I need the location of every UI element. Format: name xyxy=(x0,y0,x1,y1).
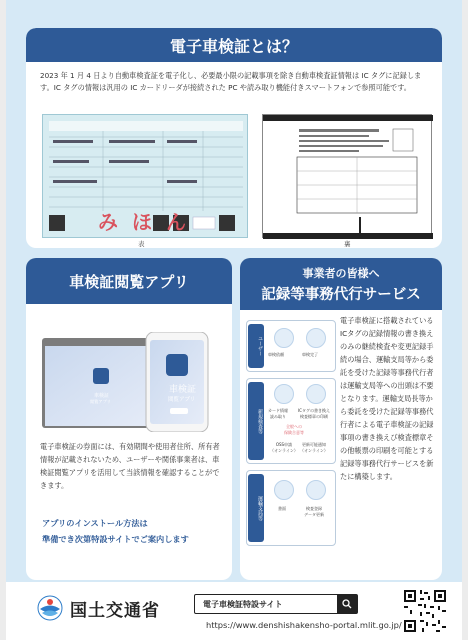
side-label-new: 新規検査等 xyxy=(248,382,264,460)
footer xyxy=(6,582,462,640)
app-name-phone-1: 車検証 xyxy=(169,385,197,395)
app-name-desktop-1: 車検証 xyxy=(94,393,110,399)
mlit-logo-icon xyxy=(36,594,64,622)
flow-label-g: 更新可能通知 （オンライン） xyxy=(300,442,328,453)
search-button[interactable] xyxy=(337,595,357,613)
install-note-1: アプリのインストール方法は xyxy=(42,518,148,528)
refresh-icon xyxy=(306,480,326,500)
ministry-name: 国土交通省 xyxy=(70,600,160,621)
proxy-service-card xyxy=(240,258,442,580)
flow-label-b: 車検完了 xyxy=(302,352,318,357)
site-search-box[interactable] xyxy=(194,594,358,614)
e-inspection-card xyxy=(26,28,442,248)
install-note-2: 準備でき次第特設サイトでご案内します xyxy=(42,534,189,544)
flow-label-i: 検査登録 データ更新 xyxy=(304,506,324,517)
flow-label-e: 全般への 保険合意等 xyxy=(284,424,304,435)
printer-icon xyxy=(306,384,326,404)
document-icon xyxy=(274,480,294,500)
sample-stamp: みほん xyxy=(98,210,200,234)
qr-code[interactable] xyxy=(402,588,448,634)
card-reader-icon xyxy=(274,384,294,404)
site-url[interactable]: https://www.denshishakensho-portal.mlit.go.jp/ xyxy=(206,620,402,630)
side-label-user: ユーザー xyxy=(248,324,264,368)
ministry-logo xyxy=(36,594,160,622)
flow-label-c: カード情報 読み取り xyxy=(268,408,288,419)
section1-body: 2023 年 1 月 4 日より自動車検査証を電子化し、必要最小限の記載事項を除き自動車検査証情報は IC タグに記録します。IC タグの情報は汎用の IC カードリーダが接続された PC や読み取り機能付きスマートフォンで参照可能です。 xyxy=(40,71,422,92)
search-icon xyxy=(342,599,352,609)
section3-description: 電子車検証に搭載されているICタグの記録情報の書き換えのみの継続検査や変更記録手続の場合、運輸支局等から委託を受けた記録等事務代行者は運輸支局等への出頭は不要となります。運輸支局長等から委託を受けた記録等事務代行者による電子車検証の記録事項の書き換えび検査標章その他帳票の印刷を可能とする記録等事務代行サービスを新たに構築します。 xyxy=(340,316,434,481)
car-icon xyxy=(274,328,294,348)
flyer-page xyxy=(6,0,462,640)
flow-label-h: 書面 xyxy=(278,506,286,511)
flow-label-f: OSS申請 （オンライン） xyxy=(270,442,298,453)
section2-body: 電子車検証の券面には、有効期間や使用者住所、所有者情報が記載されないため、ユーザーや関係事業者は、車検証閲覧アプリを活用して当該情報を確認することができます。 xyxy=(40,442,220,490)
certificate-back-image xyxy=(262,114,432,238)
section2-title: 車検証閲覧アプリ xyxy=(26,258,232,304)
app-name-phone-2: 閲覧アプリ xyxy=(168,397,196,403)
back-caption: 裏 xyxy=(344,240,351,248)
app-name-desktop-2: 閲覧アプリ xyxy=(90,399,111,404)
car-icon xyxy=(306,328,326,348)
flow-label-d: ICタグの書き換え 検査標章の印刷 xyxy=(298,408,330,419)
flow-label-a: 車検依頼 xyxy=(268,352,284,357)
section3-title: 記録等事務代行サービス xyxy=(261,286,421,303)
viewer-app-card xyxy=(26,258,232,580)
front-caption: 表 xyxy=(138,240,145,248)
side-label-office: 運輸支局等 xyxy=(248,474,264,542)
section1-title: 電子車検証とは？ xyxy=(26,28,442,62)
flow-diagram xyxy=(246,320,336,546)
section3-subtitle: 事業者の皆様へ xyxy=(302,266,380,280)
section3-header xyxy=(240,258,442,310)
search-text: 電子車検証特設サイト xyxy=(203,599,283,609)
